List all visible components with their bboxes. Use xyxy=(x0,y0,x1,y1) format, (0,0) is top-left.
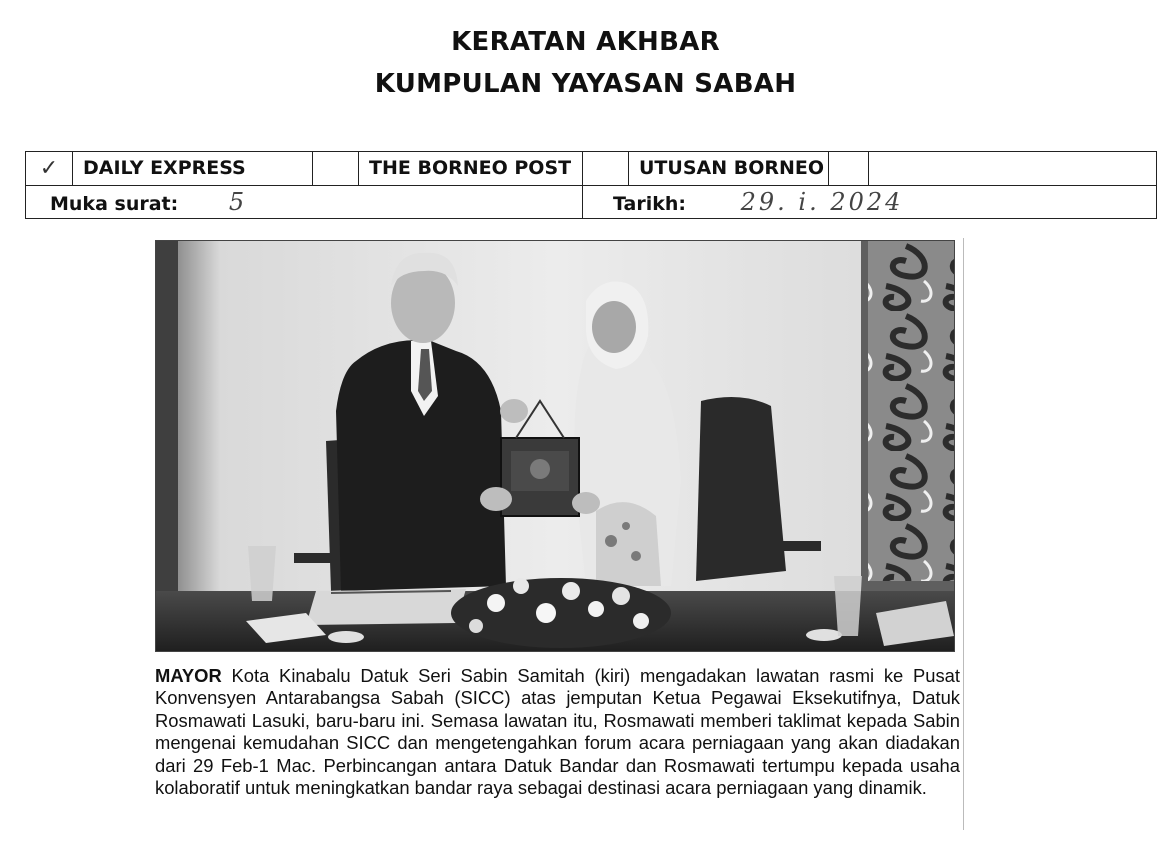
page-value: 5 xyxy=(228,187,248,216)
empty-cell xyxy=(313,152,359,186)
photo-illustration xyxy=(156,241,955,652)
column-divider xyxy=(963,238,964,830)
document-title: KERATAN AKHBAR xyxy=(451,27,720,57)
date-cell xyxy=(583,185,1157,219)
newspaper-source-table xyxy=(25,151,1157,219)
checkmark-icon: ✓ xyxy=(26,152,73,186)
news-photo xyxy=(155,240,955,652)
date-label: Tarikh: xyxy=(613,192,686,215)
photo-caption xyxy=(155,665,960,799)
document-subtitle: KUMPULAN YAYASAN SABAH xyxy=(374,69,797,99)
utusan-borneo-label: UTUSAN BORNEO xyxy=(629,152,829,186)
empty-cell xyxy=(869,152,1157,186)
page-label: Muka surat: xyxy=(50,192,179,215)
empty-cell xyxy=(829,152,869,186)
caption-lead: MAYOR xyxy=(155,665,222,686)
caption-body: Kota Kinabalu Datuk Seri Sabin Samitah (kiri) mengadakan lawatan rasmi ke Pusat Konvensyen Antarabangsa Sabah (SICC) atas jemputan Ketua Pegawai Eksekutifnya, Datuk Rosmawati Lasuki, baru-baru ini. Semasa lawatan itu, Rosmawati memberi taklimat kepada Sabin mengenai kemudahan SICC dan mengetengahkan forum acara perniagaan yang akan diadakan dari 29 Feb-1 Mac. Perbincangan antara Datuk Bandar dan Rosmawati tertumpu kepada usaha kolaboratif untuk meningkatkan bandar raya sebagai destinasi acara perniagaan yang dinamik. xyxy=(155,665,960,799)
date-value: 29. i. 2024 xyxy=(740,187,904,216)
borneo-post-label: THE BORNEO POST xyxy=(359,152,583,186)
empty-cell xyxy=(583,152,629,186)
daily-express-label: DAILY EXPRESS xyxy=(73,152,313,186)
page-number-cell xyxy=(26,185,583,219)
